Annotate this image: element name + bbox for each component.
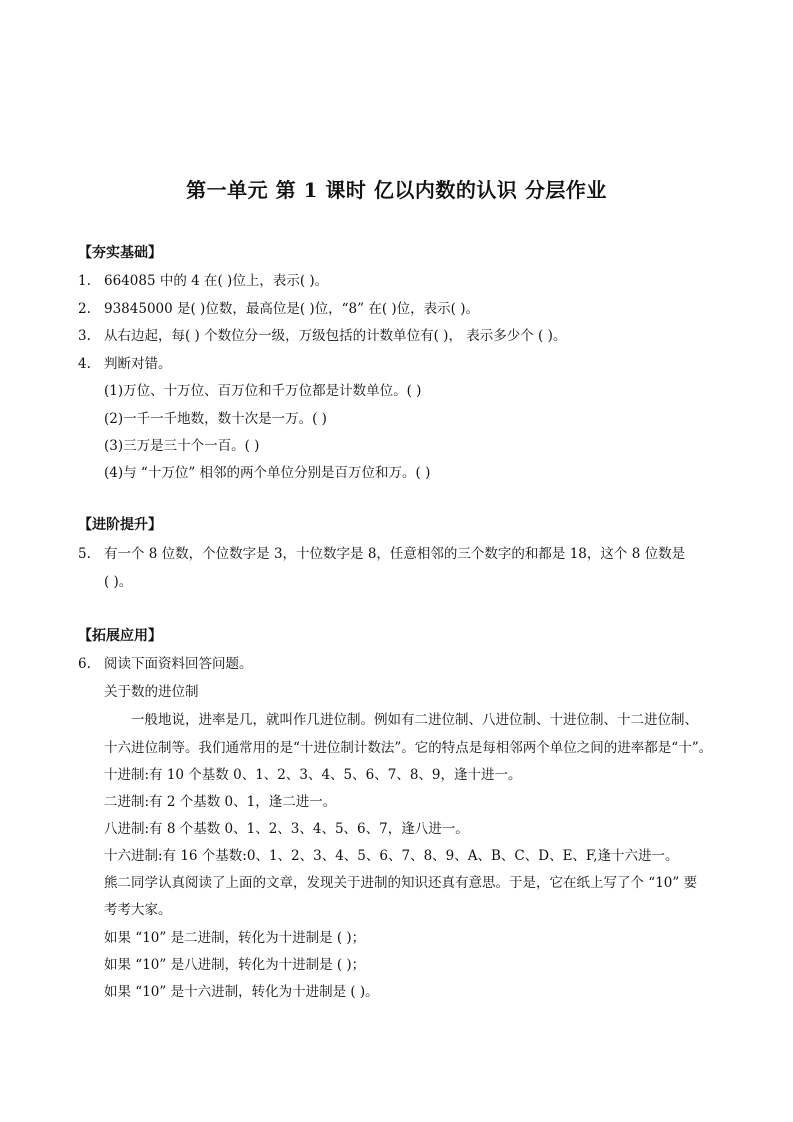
paragraph-text: 一般地说，进率是几，就叫作几进位制。例如有二进位制、八进位制、十进位制、十二进位制、 <box>131 712 698 728</box>
question-text: 如果 “10” 是八进制，转化为十进制是 ( )； <box>104 957 366 973</box>
judgement-item: (4)与 “十万位” 相邻的两个单位分别是百万位和万。( ) <box>104 465 431 481</box>
section-heading-extension: 【拓展应用】 <box>78 628 162 644</box>
question-number: 3. <box>78 328 91 344</box>
judgement-item: (1)万位、十万位、百万位和千万位都是计数单位。( ) <box>104 383 422 399</box>
question-text: 如果 “10” 是二进制，转化为十进制是 ( )； <box>104 930 366 946</box>
paragraph-text: 八进制:有 8 个基数 0、1、2、3、4、5、6、7，逢八进一。 <box>104 821 469 837</box>
paragraph-text: 熊二同学认真阅读了上面的文章，发现关于进制的知识还真有意思。于是，它在纸上写了个 “10” 要 <box>104 875 698 891</box>
section-heading-basic: 【夯实基础】 <box>78 245 162 261</box>
paragraph-text: 十六进制:有 16 个基数:0、1、2、3、4、5、6、7、8、9、A、B、C、D、E、F,逢十六进一。 <box>104 848 679 864</box>
judgement-item: (2)一千一千地数，数十次是一万。( ) <box>104 411 327 427</box>
question-text: 判断对错。 <box>104 356 172 372</box>
question-number: 1. <box>78 273 91 289</box>
question-text: 从右边起，每( ) 个数位分一级，万级包括的计数单位有( )， 表示多少个 ( )。 <box>104 328 567 344</box>
section-heading-advanced: 【进阶提升】 <box>78 517 162 533</box>
question-number: 5. <box>78 546 91 562</box>
question-text: 93845000 是( )位数，最高位是( )位，“8” 在( )位，表示( )。 <box>104 301 479 317</box>
question-text: 664085 中的 4 在( )位上，表示( )。 <box>104 273 329 289</box>
page-title: 第一单元 第 1 课时 亿以内数的认识 分层作业 <box>186 178 607 202</box>
answer-blank: ( )。 <box>104 574 133 590</box>
reading-title: 关于数的进位制 <box>104 684 199 700</box>
paragraph-text: 十进制:有 10 个基数 0、1、2、3、4、5、6、7、8、9，逢十进一。 <box>104 767 522 783</box>
paragraph-text: 二进制:有 2 个基数 0、1，逢二进一。 <box>104 794 337 810</box>
question-number: 6. <box>78 656 91 672</box>
question-text: 如果 “10” 是十六进制，转化为十进制是 ( )。 <box>104 984 379 1000</box>
question-number: 4. <box>78 356 91 372</box>
question-text: 有一个 8 位数，个位数字是 3，十位数字是 8，任意相邻的三个数字的和都是 18，这个 8 位数是 <box>104 546 686 562</box>
question-number: 2. <box>78 301 91 317</box>
question-text: 阅读下面资料回答问题。 <box>104 656 253 672</box>
judgement-item: (3)三万是三十个一百。( ) <box>104 438 260 454</box>
paragraph-text: 考考大家。 <box>104 902 172 918</box>
paragraph-text: 十六进位制等。我们通常用的是“十进位制计数法”。它的特点是每相邻两个单位之间的进率都是“十”。 <box>104 740 713 756</box>
